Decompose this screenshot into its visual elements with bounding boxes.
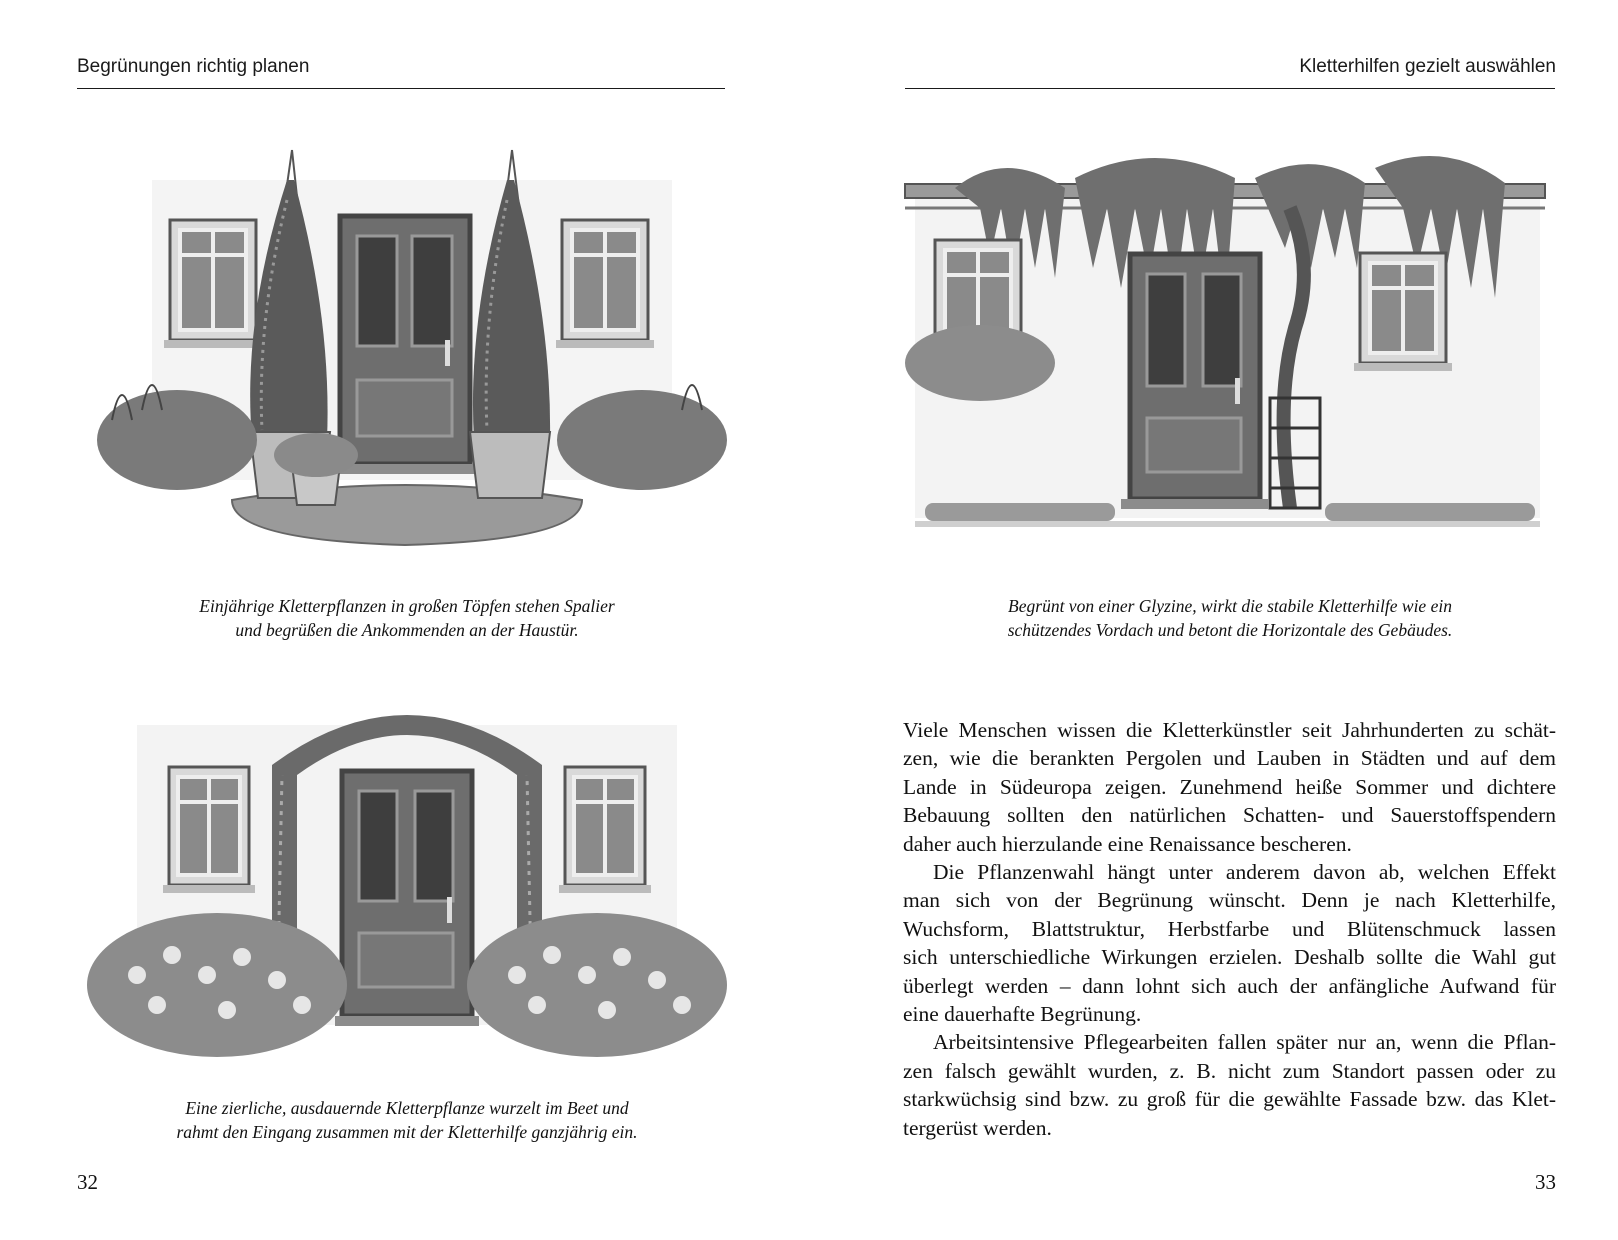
header-rule-left <box>77 88 725 89</box>
text-line: tergerüst werden. <box>903 1115 1052 1140</box>
caption-line: Einjährige Kletterpflanzen in großen Töpfen stehen Spalier <box>199 596 615 616</box>
text-line: Bebauung sollten den natürlichen Schatten- und Sauerstoffspendern <box>903 803 1556 828</box>
illustration-arch-entrance <box>77 675 732 1085</box>
text-line: Wuchsform, Blattstruktur, Herbstfarbe und Blütenschmuck lassen <box>903 916 1556 941</box>
caption-line: Eine zierliche, ausdauernde Kletterpflanze wurzelt im Beet und <box>185 1098 629 1118</box>
text-line: man sich von der Begrünung wünscht. Denn je nach Kletterhilfe, <box>903 888 1556 913</box>
text-line: starkwüchsig sind bzw. zu groß für die gewählte Fassade bzw. das Klet- <box>903 1087 1556 1112</box>
illustration-potted-climbers <box>82 140 732 570</box>
paragraph-3 <box>903 1028 1556 1142</box>
paragraph-1 <box>903 716 1556 858</box>
running-head-right: Kletterhilfen gezielt auswählen <box>1299 56 1556 77</box>
text-line: eine dauerhafte Begrünung. <box>903 1002 1142 1027</box>
text-line: daher auch hierzulande eine Renaissance bescheren. <box>903 831 1352 856</box>
text-line: zen, wie die berankten Pergolen und Lauben in Städten und auf dem <box>903 746 1556 771</box>
page-number-right: 33 <box>1535 1170 1556 1194</box>
text-line: Die Pflanzenwahl hängt unter anderem davon ab, welchen Effekt <box>933 860 1556 885</box>
paragraph-2 <box>903 858 1556 1028</box>
text-line: Viele Menschen wissen die Kletterkünstler seit Jahrhunderten zu schät- <box>903 718 1556 742</box>
caption-line: und begrüßen die Ankommenden an der Haustür. <box>235 620 579 640</box>
illustration-wisteria-pergola <box>895 148 1560 568</box>
text-line: zen falsch gewählt wurden, z. B. nicht zum Standort passen oder zu <box>903 1058 1556 1083</box>
text-line: Lande in Südeuropa zeigen. Zunehmend heiße Sommer und dichtere <box>903 774 1556 799</box>
caption-left-1 <box>82 594 732 642</box>
caption-line: schützendes Vordach und betont die Horizontale des Gebäudes. <box>1007 620 1453 640</box>
text-line: Arbeitsintensive Pflegearbeiten fallen später nur an, wenn die Pflan- <box>933 1030 1556 1055</box>
caption-line: Begrünt von einer Glyzine, wirkt die stabile Kletterhilfe wie ein <box>1008 596 1452 616</box>
caption-right-1 <box>905 594 1555 642</box>
caption-line: rahmt den Eingang zusammen mit der Kletterhilfe ganzjährig ein. <box>176 1122 638 1142</box>
text-line: sich unterschiedliche Wirkungen erzielen. Deshalb sollte die Wahl gut <box>903 945 1556 970</box>
body-text <box>903 716 1556 1142</box>
page-number-left: 32 <box>77 1170 98 1194</box>
text-line: überlegt werden – dann lohnt sich auch der anfängliche Aufwand für <box>903 973 1556 998</box>
header-rule-right <box>905 88 1555 89</box>
caption-left-2 <box>82 1096 732 1144</box>
running-head-left: Begrünungen richtig planen <box>77 56 310 77</box>
